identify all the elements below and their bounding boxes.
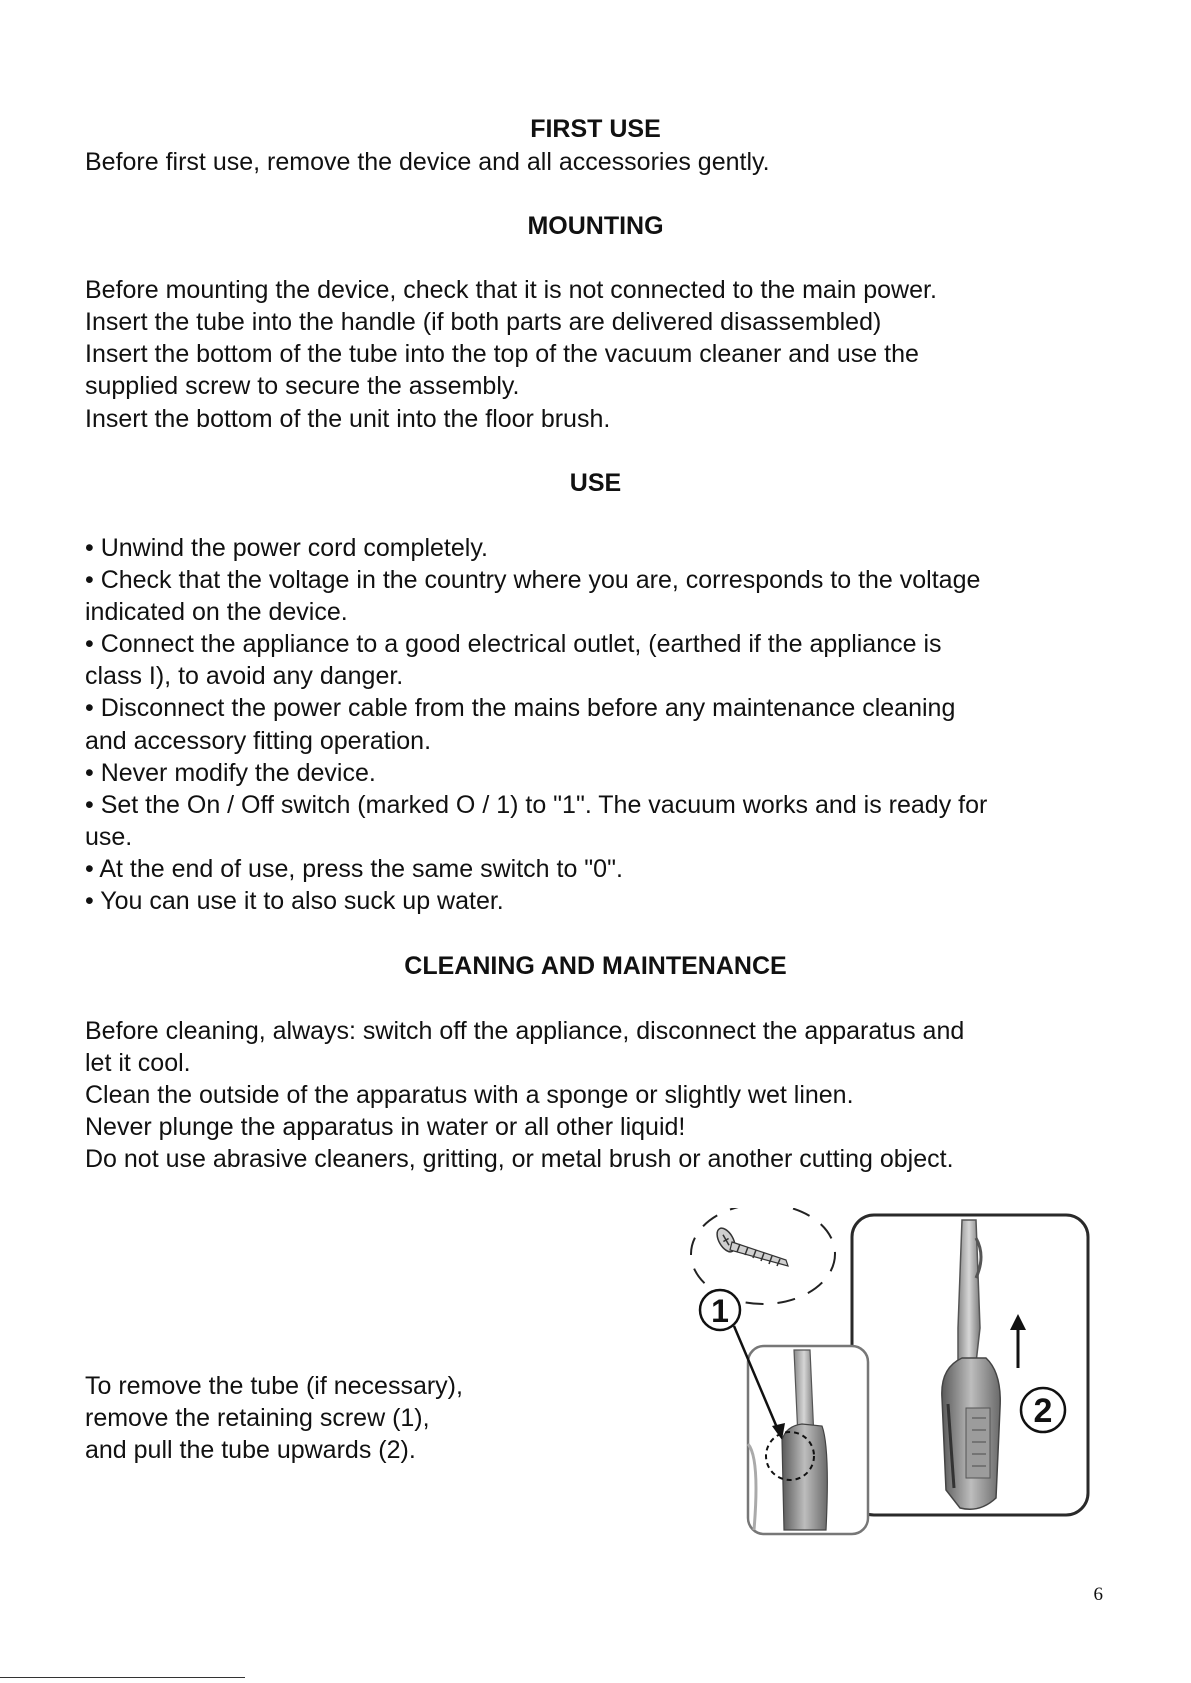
use-line: • Never modify the device.	[85, 759, 376, 787]
mounting-line: Insert the bottom of the tube into the top of the vacuum cleaner and use the	[85, 340, 919, 368]
use-line: • You can use it to also suck up water.	[85, 887, 504, 915]
mounting-line: Insert the tube into the handle (if both parts are delivered disassembled)	[85, 308, 882, 336]
screw-icon	[713, 1225, 788, 1266]
tube-removal-line: To remove the tube (if necessary),	[85, 1372, 463, 1400]
use-line: • Check that the voltage in the country where you are, corresponds to the voltage	[85, 566, 981, 594]
step-1-label: 1	[711, 1293, 729, 1329]
mounting-line: Insert the bottom of the unit into the floor brush.	[85, 405, 611, 433]
use-line: • Connect the appliance to a good electrical outlet, (earthed if the appliance is	[85, 630, 942, 658]
tube-removal-line: remove the retaining screw (1),	[85, 1404, 430, 1432]
cleaning-line: Never plunge the apparatus in water or all other liquid!	[85, 1113, 686, 1141]
use-heading: USE	[569, 469, 622, 497]
tube-removal-illustration	[690, 1208, 1110, 1538]
page-number: 6	[1093, 1584, 1103, 1605]
mounting-line: supplied screw to secure the assembly.	[85, 372, 520, 400]
cleaning-line: let it cool.	[85, 1049, 191, 1077]
mounting-heading: MOUNTING	[527, 212, 664, 240]
use-line: • Disconnect the power cable from the mains before any maintenance cleaning	[85, 694, 956, 722]
bottom-rule	[0, 1677, 245, 1678]
first-use-text: Before first use, remove the device and all accessories gently.	[85, 148, 770, 176]
tube-removal-line: and pull the tube upwards (2).	[85, 1436, 416, 1464]
cleaning-heading: CLEANING AND MAINTENANCE	[404, 952, 787, 980]
step-2-label: 2	[1033, 1392, 1053, 1430]
use-line: • At the end of use, press the same switch to "0".	[85, 855, 623, 883]
cleaning-line: Before cleaning, always: switch off the appliance, disconnect the apparatus and	[85, 1017, 965, 1045]
use-line: • Set the On / Off switch (marked O / 1) to "1". The vacuum works and is ready for	[85, 791, 988, 819]
use-line: indicated on the device.	[85, 598, 348, 626]
use-line: and accessory fitting operation.	[85, 727, 432, 755]
first-use-heading: FIRST USE	[530, 115, 661, 143]
use-line: class I), to avoid any danger.	[85, 662, 404, 690]
mounting-line: Before mounting the device, check that it is not connected to the main power.	[85, 276, 937, 304]
use-line: use.	[85, 823, 133, 851]
cleaning-line: Do not use abrasive cleaners, gritting, or metal brush or another cutting object.	[85, 1145, 954, 1173]
cleaning-line: Clean the outside of the apparatus with a sponge or slightly wet linen.	[85, 1081, 854, 1109]
use-line: • Unwind the power cord completely.	[85, 534, 488, 562]
